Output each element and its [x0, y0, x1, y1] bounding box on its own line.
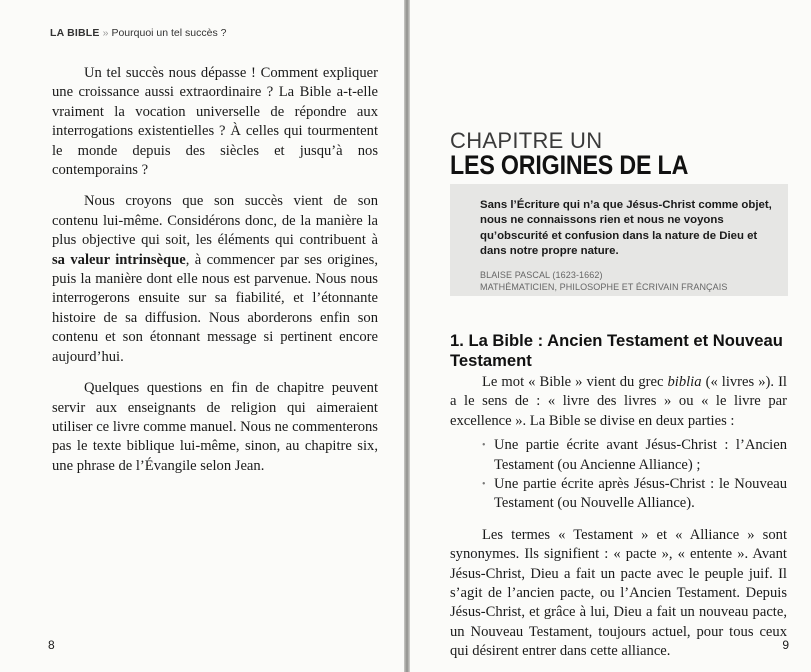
- bullet-text: Une partie écrite après Jésus-Christ : le Nouveau Testament (ou Nouvelle Alliance).: [494, 476, 787, 512]
- paragraph-2-end: , à commencer par ses origines, puis la manière dont elle nous est parvenue. Nous nous interrogerons ensuite sur sa fiabilité, et l’étonnante histoire de sa diffusion. Nous aborderons enfin son contenu et son étonnant message si pertinent encore aujourd’hui.: [52, 251, 378, 365]
- running-head-separator: »: [102, 27, 109, 39]
- paragraph-2-start: Nous croyons que son succès vient de son contenu lui-même. Considérons donc, de la manière la plus objective qui soit, les éléments qui contribuent à: [52, 193, 378, 249]
- bullet-text: Une partie écrite avant Jésus-Christ : l’Ancien Testament (ou Ancienne Alliance) ;: [494, 437, 787, 473]
- epigraph-attribution: [480, 269, 774, 293]
- running-head-title: LA BIBLE: [50, 27, 100, 39]
- paragraph-2: [52, 192, 378, 367]
- running-head-subtitle: Pourquoi un tel succès ?: [111, 27, 227, 39]
- left-page-body: [52, 64, 378, 488]
- page-number-right: 9: [782, 638, 789, 652]
- right-page: [410, 0, 811, 672]
- running-head: [50, 27, 226, 39]
- chapter-label: CHAPITRE UN: [450, 128, 603, 153]
- left-page: [0, 0, 404, 672]
- right-page-body: [450, 373, 787, 662]
- page-number-left: 8: [48, 638, 55, 652]
- epigraph-author: BLAISE PASCAL (1623-1662): [480, 269, 603, 280]
- paragraph-3: Quelques questions en fin de chapitre peuvent servir aux enseignants de religion qui aimeraient utiliser ce livre comme manuel. Nous ne commenterons pas le texte biblique lui-même, sinon, au chapitre six, une phrase de l’Évangile selon Jean.: [52, 380, 378, 474]
- bullet-list: [450, 436, 787, 514]
- section-heading: 1. La Bible : Ancien Testament et Nouveau Testament: [450, 331, 783, 370]
- bullet-icon: •: [482, 479, 486, 491]
- intro-text-end: (« livres »). Il a le sens de : « livre des livres » ou « le livre par excellence ». La Bible se divise en deux parties :: [450, 374, 787, 429]
- paragraph-1: Un tel succès nous dépasse ! Comment expliquer une croissance aussi extraordinaire ? La Bible a-t-elle vraiment la vocation universelle de répondre aux interrogations existentielles ? À celles qui tourmentent le monde depuis des siècles et jusqu’à nos contemporains ?: [52, 65, 378, 179]
- bullet-item: [482, 475, 787, 514]
- intro-paragraph: [450, 373, 787, 431]
- epigraph-quote: Sans l’Écriture qui n’a que Jésus-Christ comme objet, nous ne connaissons rien et nous ne voyons qu’obscurité et confusion dans la nature de Dieu et dans notre propre nature.: [480, 199, 772, 258]
- bullet-item: [482, 436, 787, 475]
- chapter-title: LES ORIGINES DE LA: [450, 150, 688, 180]
- bullet-icon: •: [482, 440, 486, 452]
- epigraph-author-title: MATHÉMATICIEN, PHILOSOPHE ET ÉCRIVAIN FRANÇAIS: [480, 281, 728, 292]
- intro-italic-word: biblia: [667, 374, 702, 390]
- epigraph-box: [450, 184, 788, 296]
- closing-paragraph: Les termes « Testament » et « Alliance » sont synonymes. Ils signifient : « pacte », « entente ». Avant Jésus-Christ, Dieu a fait un pacte avec le peuple juif. Il s’agit de l’ancien pacte, ou l’Ancien Testament. Depuis Jésus-Christ, et grâce à lui, Dieu a fait un nouveau pacte, un Nouveau Testament, toujours actuel, pour tous ceux qui désirent entrer dans cette alliance.: [450, 526, 787, 660]
- paragraph-2-emphasis: sa valeur intrinsèque: [52, 251, 186, 268]
- intro-text-start: Le mot « Bible » vient du grec: [482, 374, 668, 390]
